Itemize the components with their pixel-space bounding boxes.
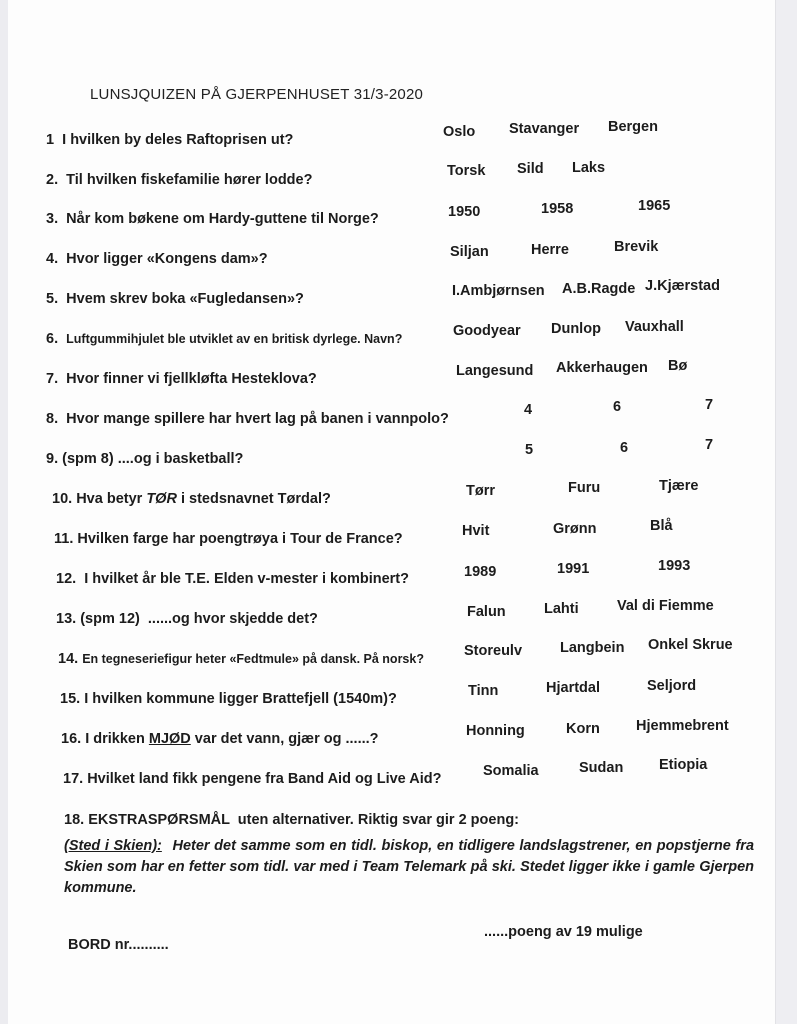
- option: 1989: [464, 564, 497, 580]
- question-text: I hvilken kommune ligger Brattefjell (1540m)?: [84, 691, 397, 707]
- option: 6: [613, 399, 622, 415]
- question-6: [46, 331, 402, 347]
- question-10: [52, 491, 331, 507]
- question-text: i stedsnavnet Tørdal?: [180, 491, 331, 507]
- question-text: (spm 8) ....og i basketball?: [62, 451, 244, 467]
- question-text: Hvilken farge har poengtrøya i Tour de France?: [77, 531, 403, 547]
- question-number: 14.: [58, 651, 79, 667]
- question-text: uten alternativer. Riktig svar gir 2 poeng:: [229, 812, 520, 828]
- option: Hjemmebrent: [636, 718, 729, 734]
- question-text: En tegneseriefigur heter «Fedtmule» på dansk. På norsk?: [82, 652, 424, 666]
- question-text: I hvilket år ble T.E. Elden v-mester i kombinert?: [84, 571, 409, 587]
- option: 5: [525, 442, 534, 458]
- question-14: [58, 651, 424, 667]
- option: 4: [524, 402, 533, 418]
- question-11: [54, 531, 403, 547]
- option: Storeulv: [464, 643, 523, 659]
- question-text: (spm 12) ......og hvor skjedde det?: [80, 611, 318, 627]
- question-number: 18.: [64, 812, 85, 828]
- emphasized-word: TØR: [146, 491, 177, 507]
- question-number: 2.: [46, 172, 59, 188]
- page-left-edge: [0, 0, 8, 1024]
- option: Brevik: [614, 239, 659, 255]
- question-number: 4.: [46, 251, 59, 267]
- extra-label: (Sted i Skien):: [64, 838, 162, 854]
- option: Langbein: [560, 640, 625, 656]
- question-text: Hva betyr: [76, 491, 143, 507]
- question-text: Til hvilken fiskefamilie hører lodde?: [66, 172, 313, 188]
- question-number: 15.: [60, 691, 81, 707]
- table-number-field: BORD nr..........: [68, 937, 169, 953]
- question-text: Hvor mange spillere har hvert lag på banen i vannpolo?: [66, 411, 449, 427]
- option: Goodyear: [453, 323, 521, 339]
- underlined-word: MJØD: [148, 731, 191, 747]
- option: Oslo: [443, 124, 476, 140]
- option: Akkerhaugen: [556, 360, 648, 376]
- question-text: Når kom bøkene om Hardy-guttene til Norge?: [66, 211, 379, 227]
- option: Torsk: [447, 163, 486, 179]
- question-text: Hvor finner vi fjellkløfta Hesteklova?: [66, 371, 317, 387]
- option: A.B.Ragde: [562, 281, 636, 297]
- question-number: 12.: [56, 571, 77, 587]
- question-17: [63, 771, 441, 787]
- question-number: 16.: [61, 731, 82, 747]
- option: J.Kjærstad: [645, 278, 720, 294]
- page-right-edge: [775, 0, 797, 1024]
- option: Somalia: [483, 763, 539, 779]
- option: Hvit: [462, 523, 490, 539]
- option: Seljord: [647, 678, 697, 694]
- option: 6: [620, 440, 629, 456]
- question-text: Hvilket land fikk pengene fra Band Aid og Live Aid?: [87, 771, 442, 787]
- option: Honning: [466, 723, 525, 739]
- option: Stavanger: [509, 121, 580, 137]
- option: Falun: [467, 604, 506, 620]
- option: Hjartdal: [546, 680, 600, 696]
- question-number: 10.: [52, 491, 73, 507]
- question-number: 6.: [46, 331, 59, 347]
- score-field: ......poeng av 19 mulige: [484, 924, 643, 940]
- option: 7: [705, 437, 714, 453]
- option: Tinn: [468, 683, 499, 699]
- question-text: I drikken: [85, 731, 145, 747]
- question-2: [46, 172, 312, 188]
- question-text: Hvor ligger «Kongens dam»?: [66, 251, 268, 267]
- question-8: [46, 411, 449, 427]
- question-1: [46, 132, 293, 148]
- option: 7: [705, 397, 714, 413]
- option: I.Ambjørnsen: [452, 283, 545, 299]
- option: Dunlop: [551, 321, 601, 337]
- question-number: 8.: [46, 411, 59, 427]
- question-16: [61, 731, 379, 747]
- question-12: [56, 571, 409, 587]
- option: Grønn: [553, 521, 597, 537]
- question-text: Luftgummihjulet ble utviklet av en britisk dyrlege. Navn?: [66, 332, 403, 346]
- option: 1950: [448, 204, 481, 220]
- question-18: [64, 812, 519, 828]
- option: Val di Fiemme: [617, 598, 714, 614]
- question-3: [46, 211, 379, 227]
- option: Lahti: [544, 601, 579, 617]
- question-text: I hvilken by deles Raftoprisen ut?: [62, 132, 294, 148]
- option: 1993: [658, 558, 691, 574]
- question-number: 17.: [63, 771, 84, 787]
- option: 1965: [638, 198, 671, 214]
- quiz-title: LUNSJQUIZEN PÅ GJERPENHUSET 31/3-2020: [90, 86, 424, 103]
- option: Onkel Skrue: [648, 637, 733, 653]
- option: Laks: [572, 160, 606, 176]
- question-number: 5.: [46, 291, 59, 307]
- option: Bergen: [608, 119, 658, 135]
- question-9: [46, 451, 243, 467]
- question-number: 13.: [56, 611, 77, 627]
- option: Vauxhall: [625, 319, 684, 335]
- option: Sudan: [579, 760, 624, 776]
- option: Herre: [531, 242, 569, 258]
- question-15: [60, 691, 397, 707]
- question-text: var det vann, gjær og ......?: [190, 731, 379, 747]
- option: Sild: [517, 161, 544, 177]
- option: Korn: [566, 721, 600, 737]
- option: Tørr: [466, 483, 495, 499]
- option: Blå: [650, 518, 673, 534]
- question-13: [56, 611, 318, 627]
- extra-body: Heter det samme som en tidl. biskop, en tidligere landslagstrener, en popstjerne fra Skien som har en fetter som tidl. var med i Team Telemark på ski. Stedet ligger ikke i gamle Gjerpen kommune.: [64, 838, 755, 896]
- question-text: Hvem skrev boka «Fugledansen»?: [66, 291, 304, 307]
- question-7: [46, 371, 317, 387]
- option: 1958: [541, 201, 574, 217]
- question-4: [46, 251, 268, 267]
- question-number: 1: [46, 132, 55, 148]
- option: Langesund: [456, 363, 534, 379]
- extra-question-text: [64, 836, 754, 899]
- option: Siljan: [450, 244, 489, 260]
- question-number: 9.: [46, 451, 59, 467]
- option: Etiopia: [659, 757, 708, 773]
- question-number: 3.: [46, 211, 59, 227]
- option: Bø: [668, 358, 688, 374]
- option: Furu: [568, 480, 601, 496]
- option: 1991: [557, 561, 590, 577]
- question-number: 7.: [46, 371, 59, 387]
- question-number: 11.: [54, 531, 74, 547]
- option: Tjære: [659, 478, 699, 494]
- question-label: EKSTRASPØRSMÅL: [88, 812, 230, 828]
- question-5: [46, 291, 304, 307]
